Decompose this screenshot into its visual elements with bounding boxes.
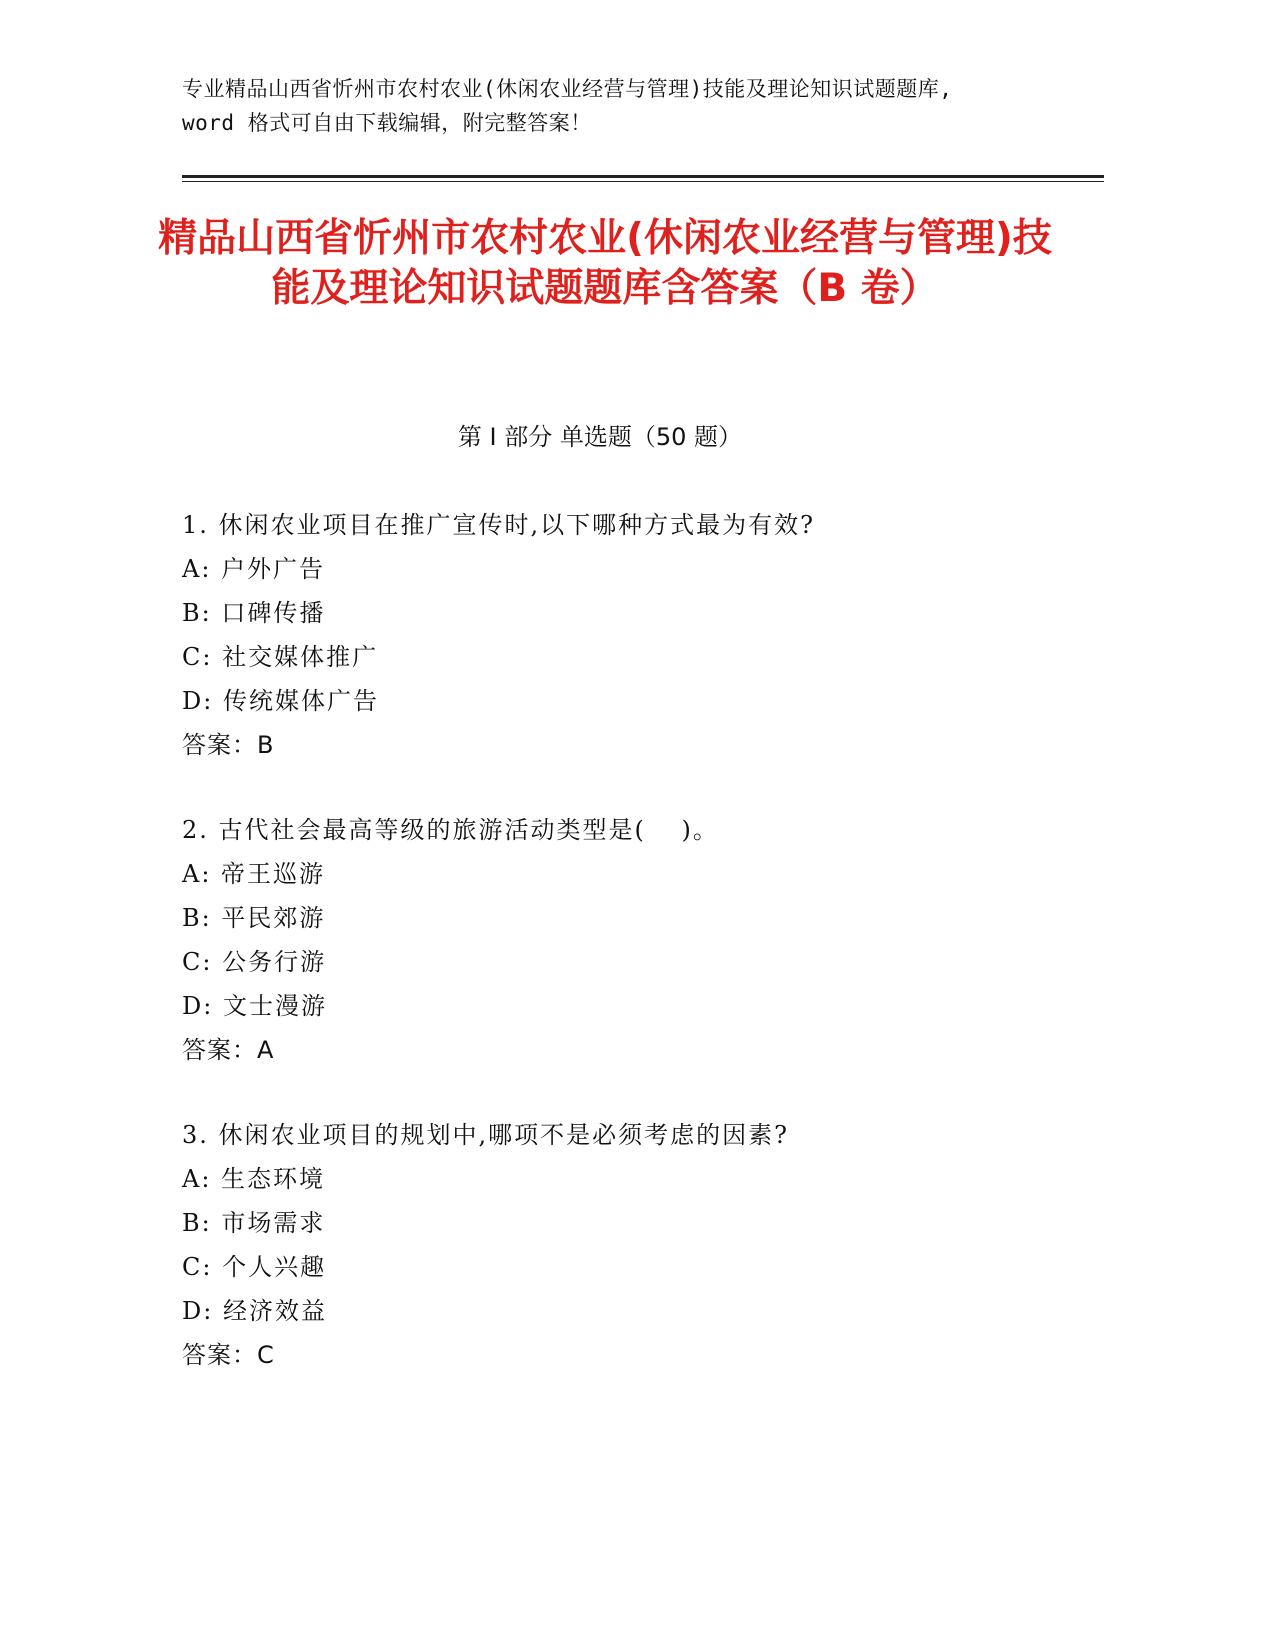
question-stem: 3. 休闲农业项目的规划中,哪项不是必须考虑的因素? xyxy=(182,1121,790,1149)
option-d: D: 经济效益 xyxy=(182,1297,327,1325)
header-note xyxy=(182,72,1122,140)
option-b: B: 平民郊游 xyxy=(182,904,326,932)
option-c: C: 社交媒体推广 xyxy=(182,643,379,671)
section-heading: 第 I 部分 单选题（50 题） xyxy=(457,423,743,451)
option-c: C: 个人兴趣 xyxy=(182,1253,327,1281)
question-stem: 1. 休闲农业项目在推广宣传时,以下哪种方式最为有效? xyxy=(182,511,816,539)
question-stem: 2. 古代社会最高等级的旅游活动类型是( )。 xyxy=(182,816,719,844)
header-divider-thick xyxy=(182,175,1104,178)
question-block xyxy=(182,808,1082,1072)
header-divider-thin xyxy=(182,181,1104,182)
option-b: B: 口碑传播 xyxy=(182,599,326,627)
header-note-line-1: 专业精品山西省忻州市农村农业(休闲农业经营与管理)技能及理论知识试题题库, xyxy=(182,77,953,101)
option-d: D: 传统媒体广告 xyxy=(182,687,379,715)
option-d: D: 文士漫游 xyxy=(182,992,327,1020)
header-note-line-2: word 格式可自由下载编辑，附完整答案！ xyxy=(182,111,592,135)
answer-line: 答案：C xyxy=(182,1341,275,1369)
answer-line: 答案：B xyxy=(182,731,275,759)
answer-line: 答案：A xyxy=(182,1036,275,1064)
document-title: 精品山西省忻州市农村农业(休闲农业经营与管理)技能及理论知识试题题库含答案（B 卷） xyxy=(158,216,1052,311)
option-a: A: 生态环境 xyxy=(182,1165,326,1193)
option-a: A: 帝王巡游 xyxy=(182,860,326,888)
option-b: B: 市场需求 xyxy=(182,1209,326,1237)
option-c: C: 公务行游 xyxy=(182,948,327,976)
option-a: A: 户外广告 xyxy=(182,555,326,583)
question-block xyxy=(182,503,1082,767)
question-block xyxy=(182,1113,1082,1377)
